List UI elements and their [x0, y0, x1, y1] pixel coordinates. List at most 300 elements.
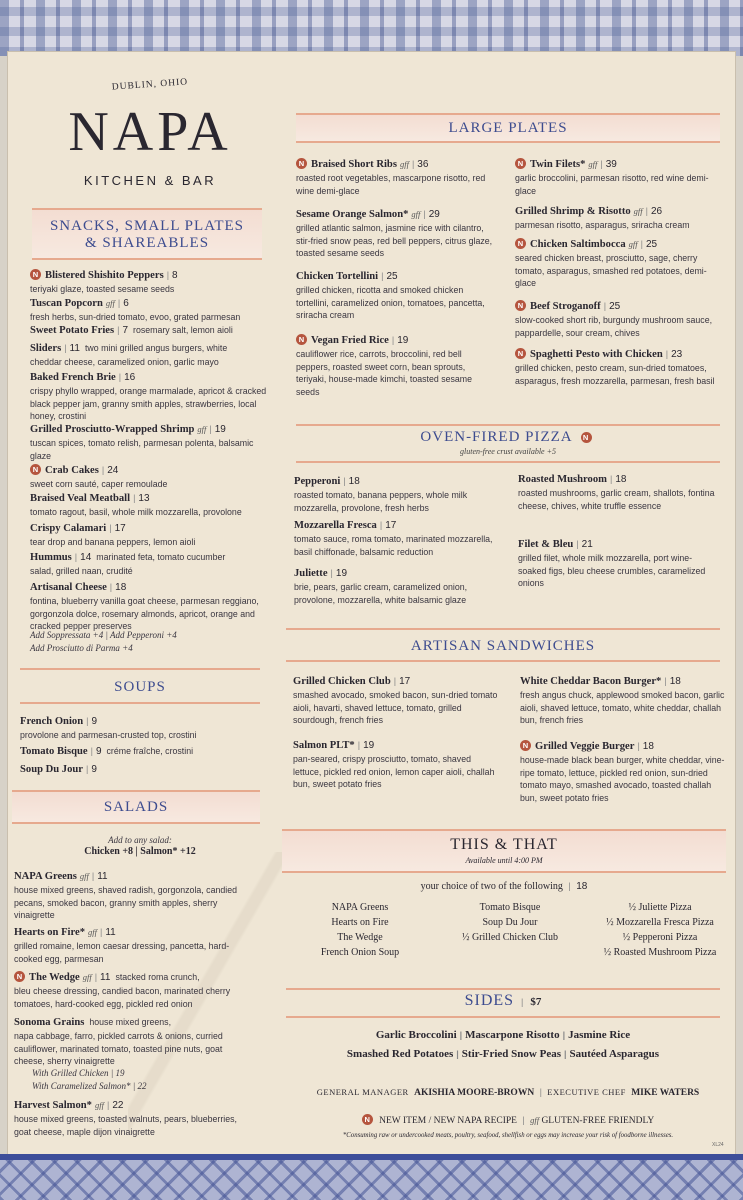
menu-item-title-line — [30, 295, 270, 311]
this-that-option: ½ Grilled Chicken Club — [461, 932, 559, 943]
separator: | — [109, 582, 113, 592]
this-that-price: 18 — [576, 881, 588, 892]
menu-item-title-line — [30, 340, 270, 356]
separator: | — [576, 539, 579, 549]
gluten-free-icon: gff — [79, 871, 89, 881]
item-name: Grilled Veggie Burger — [535, 741, 635, 752]
menu-item — [296, 156, 496, 197]
this-that-option: NAPA Greens — [331, 902, 389, 913]
menu-item — [30, 340, 270, 369]
menu-item-title-line — [14, 969, 252, 985]
menu-item — [293, 673, 498, 727]
item-price: 19 — [397, 335, 409, 346]
item-inline-desc: marinated feta, tomato cucumber — [96, 552, 226, 562]
salads-title: SALADS — [103, 799, 169, 815]
item-price: 17 — [385, 520, 397, 531]
separator: | — [411, 159, 415, 169]
this-that-option: Hearts on Fire — [331, 917, 389, 928]
item-name: Sliders — [30, 343, 62, 354]
separator: | — [91, 871, 95, 881]
item-name: Tomato Bisque — [20, 746, 88, 757]
separator: | — [101, 465, 105, 475]
menu-item-title-line — [30, 579, 270, 595]
this-that-option: French Onion Soup — [320, 947, 400, 958]
side-item: Jasmine Rice — [568, 1029, 631, 1041]
item-name: Grilled Prosciutto-Wrapped Shrimp — [30, 424, 195, 435]
separator: | — [600, 159, 603, 169]
menu-item-title-line — [14, 868, 252, 884]
separator: | — [166, 270, 170, 280]
sandwiches-title: ARTISAN SANDWICHES — [410, 638, 596, 654]
menu-item-title-line — [14, 1014, 252, 1030]
item-description: provolone and parmesan-crusted top, crostini — [20, 730, 197, 740]
menu-item — [14, 924, 252, 965]
menu-item — [294, 517, 499, 558]
menu-item-title-line — [520, 738, 725, 754]
separator: | — [117, 298, 121, 308]
this-that-availability: Available until 4:00 PM — [465, 856, 543, 865]
item-price: 11 — [105, 927, 116, 938]
menu-item-title-line — [515, 298, 720, 314]
gluten-free-icon: gff — [82, 972, 92, 982]
menu-item-title-line — [30, 267, 270, 283]
new-item-icon: N — [515, 238, 526, 249]
separator: | — [100, 927, 103, 937]
menu-item-title-line — [515, 203, 720, 219]
menu-item-title-line — [20, 761, 260, 777]
sides-price: $7 — [530, 996, 542, 1008]
pizza-title-row — [296, 429, 720, 446]
this-that-title: THIS & THAT — [450, 836, 558, 853]
menu-item — [30, 369, 270, 423]
menu-item — [30, 322, 270, 338]
separator: | — [539, 1087, 542, 1097]
separator: | — [423, 209, 426, 219]
new-item-icon: N — [296, 334, 307, 345]
item-description: cauliflower rice, carrots, broccolini, red bell peppers, roasted sweet corn, bean sprouts, teriyaki, house-made kimchi, toasted sesame seeds — [296, 349, 473, 397]
new-item-icon: N — [14, 971, 25, 982]
item-price: 18 — [615, 474, 627, 485]
item-description: fresh herbs, sun-dried tomato, evoo, grated parmesan — [30, 312, 241, 322]
menu-item-title-line — [20, 713, 260, 729]
separator: | — [564, 1049, 567, 1059]
item-price: 11 — [100, 972, 111, 983]
cheese-addons-1: Add Soppressata +4 | Add Pepperoni +4 — [30, 630, 177, 640]
item-description: grilled chicken, ricotta and smoked chicken tortellini, caramelized onion, tomatoes, pancetta, sriracha cream — [296, 285, 485, 321]
large-plates-title: LARGE PLATES — [448, 120, 568, 136]
gluten-free-icon: gff — [197, 424, 207, 434]
gluten-free-icon: gff — [105, 298, 115, 308]
menu-item — [515, 298, 720, 339]
menu-item — [14, 969, 252, 1010]
separator: | — [133, 493, 136, 503]
item-price: 18 — [669, 676, 681, 687]
separator: | — [393, 676, 397, 686]
item-description: roasted root vegetables, mascarpone risotto, red wine demi-glace — [296, 173, 486, 196]
item-name: Chicken Saltimbocca — [530, 239, 626, 250]
separator: | — [391, 335, 395, 345]
item-name: Sonoma Grains — [14, 1017, 85, 1028]
menu-item — [30, 490, 270, 519]
item-description: house mixed greens, shaved radish, gorgonzola, candied pecans, smoked bacon, granny smith apples, sherry vinaigrette — [14, 885, 237, 921]
legend-line — [286, 1114, 730, 1126]
item-description: grilled filet, whole milk mozzarella, port wine-soaked figs, bleu cheese crumbles, caramelized onions — [518, 553, 706, 589]
new-item-icon: N — [520, 740, 531, 751]
item-description: salad, grilled naan, crudité — [30, 566, 133, 576]
separator: | — [379, 520, 383, 530]
item-price: 29 — [428, 209, 440, 220]
this-that-choice-row — [282, 881, 726, 892]
sonoma-option-salmon: With Caramelized Salmon* | 22 — [32, 1081, 147, 1091]
menu-item — [30, 295, 270, 324]
item-price: 8 — [172, 270, 178, 281]
item-description: grilled chicken, pesto cream, sun-dried tomatoes, asparagus, fresh mozzarella, parmesan, fresh basil — [515, 363, 715, 386]
separator: | — [521, 997, 524, 1007]
item-inline-desc: house mixed greens, — [89, 1017, 172, 1027]
plaid-top-border — [0, 0, 743, 56]
item-price: 7 — [122, 325, 129, 336]
separator: | — [74, 552, 78, 562]
menu-item — [518, 471, 718, 512]
item-description: roasted tomato, banana peppers, whole milk mozzarella, provolone, fresh herbs — [294, 490, 468, 513]
gluten-free-icon: gff — [588, 159, 598, 169]
menu-item-title-line — [14, 1097, 252, 1113]
new-item-icon: N — [515, 348, 526, 359]
item-price: 19 — [335, 568, 348, 579]
sandwiches-rule-bottom — [286, 660, 720, 662]
menu-item — [30, 549, 270, 578]
item-name: Filet & Bleu — [518, 539, 574, 550]
item-price: 24 — [107, 465, 119, 476]
soups-rule-bottom — [20, 702, 260, 704]
sides-rule-top — [286, 988, 720, 990]
brand-subtitle: KITCHEN & BAR — [83, 173, 217, 188]
item-name: Roasted Mushroom — [518, 474, 607, 485]
item-description: garlic broccolini, parmesan risotto, red wine demi-glace — [515, 173, 709, 196]
staff-line — [286, 1087, 730, 1098]
cheese-addons-2: Add Prosciutto di Parma +4 — [30, 643, 133, 653]
legend-new: NEW ITEM / NEW NAPA RECIPE — [379, 1116, 517, 1126]
item-name: Grilled Shrimp & Risotto — [515, 206, 631, 217]
menu-item-title-line — [518, 536, 718, 552]
plaid-bottom-border — [0, 1154, 743, 1200]
new-item-icon: N — [515, 158, 526, 169]
pizza-new-icon: N — [581, 432, 592, 443]
menu-item — [30, 579, 270, 633]
menu-item — [30, 421, 270, 462]
menu-item-title-line — [518, 471, 718, 487]
separator: | — [64, 343, 67, 353]
item-name: Crispy Calamari — [30, 523, 107, 534]
item-description: teriyaki glaze, toasted sesame seeds — [30, 284, 175, 294]
item-price: 6 — [123, 298, 129, 309]
item-name: Twin Filets* — [530, 159, 586, 170]
menu-item — [515, 346, 720, 387]
chef-name: MIKE WATERS — [631, 1088, 700, 1098]
separator: | — [343, 476, 346, 486]
gluten-free-icon: gff — [94, 1100, 104, 1110]
item-name: Spaghetti Pesto with Chicken — [530, 349, 663, 360]
item-inline-desc: rosemary salt, lemon aioli — [133, 325, 233, 335]
this-that-option: ½ Pepperoni Pizza — [622, 932, 698, 943]
salads-add-label: Add to any salad: — [108, 835, 172, 845]
menu-item — [515, 236, 720, 290]
item-name: The Wedge — [29, 972, 80, 983]
item-inline-desc: two mini grilled angus burgers, white — [84, 343, 228, 353]
separator: | — [357, 740, 361, 750]
side-item: Sautéed Asparagus — [569, 1048, 660, 1060]
sonoma-option-chicken: With Grilled Chicken | 19 — [32, 1068, 125, 1078]
sides-row-2 — [286, 1048, 720, 1060]
item-name: Sesame Orange Salmon* — [296, 209, 409, 220]
separator: | — [665, 349, 669, 359]
gm-label: GENERAL MANAGER — [316, 1087, 409, 1097]
item-description: napa cabbage, farro, pickled carrots & onions, curried cauliflower, marinated tomato, toasted pine nuts, goat cheese, sherry vinaigrette — [14, 1031, 223, 1067]
menu-item — [296, 332, 496, 398]
gluten-free-icon: gff — [530, 1115, 540, 1125]
item-inline-desc: créme fraîche, crostini — [106, 746, 194, 756]
item-description: tomato ragout, basil, whole milk mozzarella, provolone — [30, 507, 242, 517]
menu-item-title-line — [30, 421, 270, 437]
separator: | — [90, 746, 93, 756]
item-description: parmesan risotto, asparagus, sriracha cream — [515, 220, 690, 230]
item-description: tear drop and banana peppers, lemon aioli — [30, 537, 196, 547]
separator: | — [106, 1100, 110, 1110]
item-price: 17 — [114, 523, 126, 534]
this-that-option: ½ Roasted Mushroom Pizza — [603, 947, 717, 958]
menu-item — [294, 473, 499, 514]
item-description: fontina, blueberry vanilla goat cheese, parmesan reggiano, gorgonzola dolce, rosemary almonds, apricot, orange and cracked pepper preserves — [30, 596, 259, 632]
item-name: Hearts on Fire* — [14, 927, 86, 938]
item-name: Hummus — [30, 552, 72, 563]
pizza-rule-top — [296, 424, 720, 426]
menu-item — [30, 520, 270, 549]
menu-item-title-line — [293, 673, 498, 689]
new-item-icon: N — [30, 269, 41, 280]
item-name: Salmon PLT* — [293, 740, 355, 751]
menu-item — [296, 268, 496, 322]
menu-item-title-line — [30, 520, 270, 536]
this-that-option: ½ Mozzarella Fresca Pizza — [606, 917, 714, 928]
item-description: tomato sauce, roma tomato, marinated mozzarella, basil chiffonade, balsamic reduction — [294, 534, 493, 557]
item-description: grilled romaine, lemon caesar dressing, pancetta, hard-cooked egg, parmesan — [14, 941, 230, 964]
soups-title: SOUPS — [114, 679, 166, 695]
menu-item-title-line — [294, 473, 499, 489]
separator: | — [568, 881, 571, 891]
pizza-note: gluten-free crust available +5 — [460, 447, 556, 456]
separator: | — [609, 474, 613, 484]
item-description: sweet corn sauté, caper remoulade — [30, 479, 168, 489]
item-name: Tuscan Popcorn — [30, 298, 103, 309]
this-that-col-3 — [590, 900, 730, 960]
item-price: 17 — [399, 676, 411, 687]
item-name: French Onion — [20, 716, 84, 727]
item-price: 9 — [91, 764, 97, 775]
menu-item-title-line — [30, 490, 270, 506]
menu-item-title-line — [30, 322, 270, 338]
menu-item — [515, 203, 720, 232]
snacks-title-2: & SHAREABLES — [84, 235, 210, 251]
gluten-free-icon: gff — [633, 206, 643, 216]
item-price: 18 — [115, 582, 127, 593]
menu-item-title-line — [515, 156, 720, 172]
menu-item-title-line — [14, 924, 252, 940]
sandwiches-rule-top — [286, 628, 720, 630]
menu-item-title-line — [296, 268, 496, 284]
menu-item — [20, 713, 260, 742]
item-price: 18 — [642, 741, 654, 752]
item-name: Mozzarella Fresca — [294, 520, 377, 531]
separator: | — [86, 764, 89, 774]
location: DUBLIN, OHIO — [111, 77, 189, 93]
menu-item-title-line — [296, 206, 496, 222]
item-price: 9 — [91, 716, 97, 727]
snacks-title-1: SNACKS, SMALL PLATES — [49, 218, 245, 234]
separator: | — [109, 523, 112, 533]
menu-item-title-line — [296, 156, 496, 172]
item-price: 13 — [138, 493, 150, 504]
chef-label: EXECUTIVE CHEF — [547, 1087, 626, 1097]
menu-item — [14, 868, 252, 922]
menu-item — [518, 536, 718, 590]
separator: | — [645, 206, 648, 216]
item-description: bleu cheese dressing, candied bacon, marinated cherry tomatoes, hard-cooked egg, pickled red onion — [14, 986, 231, 1009]
item-inline-desc: stacked roma crunch, — [115, 972, 200, 982]
item-name: Soup Du Jour — [20, 764, 83, 775]
item-price: 23 — [671, 349, 683, 360]
item-name: Blistered Shishito Peppers — [45, 270, 164, 281]
side-item: Garlic Broccolini — [375, 1029, 457, 1041]
pizza-rule-bottom — [296, 461, 720, 463]
side-item: Stir-Fried Snow Peas — [461, 1048, 561, 1060]
item-name: Vegan Fried Rice — [311, 335, 389, 346]
item-description: house-made black bean burger, white cheddar, vine-ripe tomato, lettuce, pickled red onion, sun-dried tomato mayo, smashed avocado, toasted challah bun, sweet potato fries — [520, 755, 725, 803]
side-item: Smashed Red Potatoes — [346, 1048, 454, 1060]
item-name: Beef Stroganoff — [530, 301, 601, 312]
menu-item — [14, 1097, 252, 1138]
item-price: 25 — [609, 301, 621, 312]
item-name: White Cheddar Bacon Burger* — [520, 676, 662, 687]
item-name: Baked French Brie — [30, 372, 116, 383]
item-name: Juliette — [294, 568, 328, 579]
new-item-icon: N — [296, 158, 307, 169]
this-that-option: The Wedge — [337, 932, 383, 943]
separator: | — [637, 741, 640, 751]
menu-item — [293, 737, 498, 791]
item-price: 25 — [645, 239, 658, 250]
salads-add-options: Chicken +8 | Salmon* +12 — [84, 846, 196, 857]
menu-item — [30, 267, 270, 296]
item-price: 39 — [605, 159, 617, 170]
item-description: grilled atlantic salmon, jasmine rice with cilantro, stir-fried snow peas, red bell peppers, citrus glaze, toasted sesame seeds — [296, 223, 493, 259]
item-name: Braised Short Ribs — [311, 159, 397, 170]
menu-item — [294, 565, 499, 606]
sides-title-row — [286, 992, 720, 1010]
item-name: Chicken Tortellini — [296, 271, 379, 282]
menu-item-title-line — [294, 517, 499, 533]
separator: | — [522, 1115, 525, 1125]
new-item-icon: N — [30, 464, 41, 475]
menu-item-title-line — [20, 743, 260, 759]
gluten-free-icon: gff — [628, 239, 638, 249]
disclaimer: *Consuming raw or undercooked meats, poultry, seafood, shellfish or eggs may increase your risk of foodborne illnesses. — [342, 1132, 674, 1139]
menu-item — [20, 761, 260, 777]
item-price: 26 — [650, 206, 663, 217]
item-description: pan-seared, crispy prosciutto, tomato, shaved lettuce, pickled red onion, lemon caper aioli, challah bun, sweet potato fries — [293, 754, 495, 790]
item-description: slow-cooked short rib, burgundy mushroom sauce, pappardelle, sour cream, chives — [515, 315, 713, 338]
separator: | — [118, 372, 122, 382]
pizza-title: OVEN-FIRED PIZZA — [420, 429, 572, 445]
menu-item-title-line — [30, 549, 270, 565]
legend-gf: GLUTEN-FREE FRIENDLY — [541, 1116, 655, 1126]
item-description: crispy phyllo wrapped, orange marmalade, apricot & cracked black pepper jam, granny smith apples, strawberries, local honey, crostini — [30, 386, 267, 422]
brand-logo: NAPA — [68, 101, 232, 163]
new-item-icon: N — [362, 1114, 373, 1125]
menu-item — [296, 206, 496, 260]
gluten-free-icon: gff — [88, 927, 97, 937]
separator: | — [86, 716, 89, 726]
item-price: 19 — [214, 424, 226, 435]
item-price: 11 — [69, 343, 80, 354]
menu-item-title-line — [515, 236, 720, 252]
item-description: cheddar cheese, caramelized onion, garlic mayo — [30, 357, 219, 367]
menu-item — [20, 743, 260, 759]
separator: | — [459, 1030, 463, 1040]
separator: | — [562, 1030, 566, 1040]
item-name: Harvest Salmon* — [14, 1100, 92, 1111]
item-price: 19 — [363, 740, 375, 751]
item-name: Artisanal Cheese — [30, 582, 107, 593]
item-price: 36 — [417, 159, 429, 170]
item-name: NAPA Greens — [14, 871, 77, 882]
sides-row-1 — [286, 1029, 720, 1041]
item-name: Pepperoni — [294, 476, 341, 487]
item-price: 16 — [124, 372, 136, 383]
menu-item-title-line — [293, 737, 498, 753]
sides-rule-bottom — [286, 1016, 720, 1018]
item-price: 18 — [348, 476, 360, 487]
this-that-choice: your choice of two of the following — [420, 881, 563, 892]
soups-rule-top — [20, 668, 260, 670]
gluten-free-icon: gff — [399, 159, 409, 169]
separator: | — [640, 239, 643, 249]
item-price: 25 — [386, 271, 398, 282]
new-item-icon: N — [515, 300, 526, 311]
menu-item — [515, 156, 720, 197]
this-that-option: Tomato Bisque — [479, 902, 541, 913]
menu-item-title-line — [296, 332, 496, 348]
menu-item — [520, 738, 725, 804]
item-price: 9 — [95, 746, 102, 757]
item-price: 21 — [581, 539, 593, 550]
item-name: Grilled Chicken Club — [293, 676, 391, 687]
separator: | — [664, 676, 667, 686]
menu-item-title-line — [520, 673, 725, 689]
item-name: Crab Cakes — [45, 465, 99, 476]
separator: | — [456, 1049, 459, 1059]
this-that-col-2 — [440, 900, 580, 945]
sides-title: SIDES — [464, 992, 515, 1009]
item-description: tuscan spices, tomato relish, parmesan polenta, balsamic glaze — [30, 438, 254, 461]
menu-item-title-line — [515, 346, 720, 362]
menu-item-title-line — [30, 462, 270, 478]
item-description: seared chicken breast, prosciutto, sage, cherry tomato, asparagus, smashed red potatoes, demi-glace — [515, 253, 707, 289]
gm-name: AKISHIA MOORE-BROWN — [414, 1088, 535, 1098]
item-description: roasted mushrooms, garlic cream, shallots, fontina cheese, chives, white truffle essence — [518, 488, 715, 511]
this-that-option: Soup Du Jour — [482, 917, 538, 928]
item-description: smashed avocado, smoked bacon, sun-dried tomato aioli, havarti, shaved lettuce, tomato, grilled sourdough, french fries — [293, 690, 498, 726]
menu-item-title-line — [294, 565, 499, 581]
